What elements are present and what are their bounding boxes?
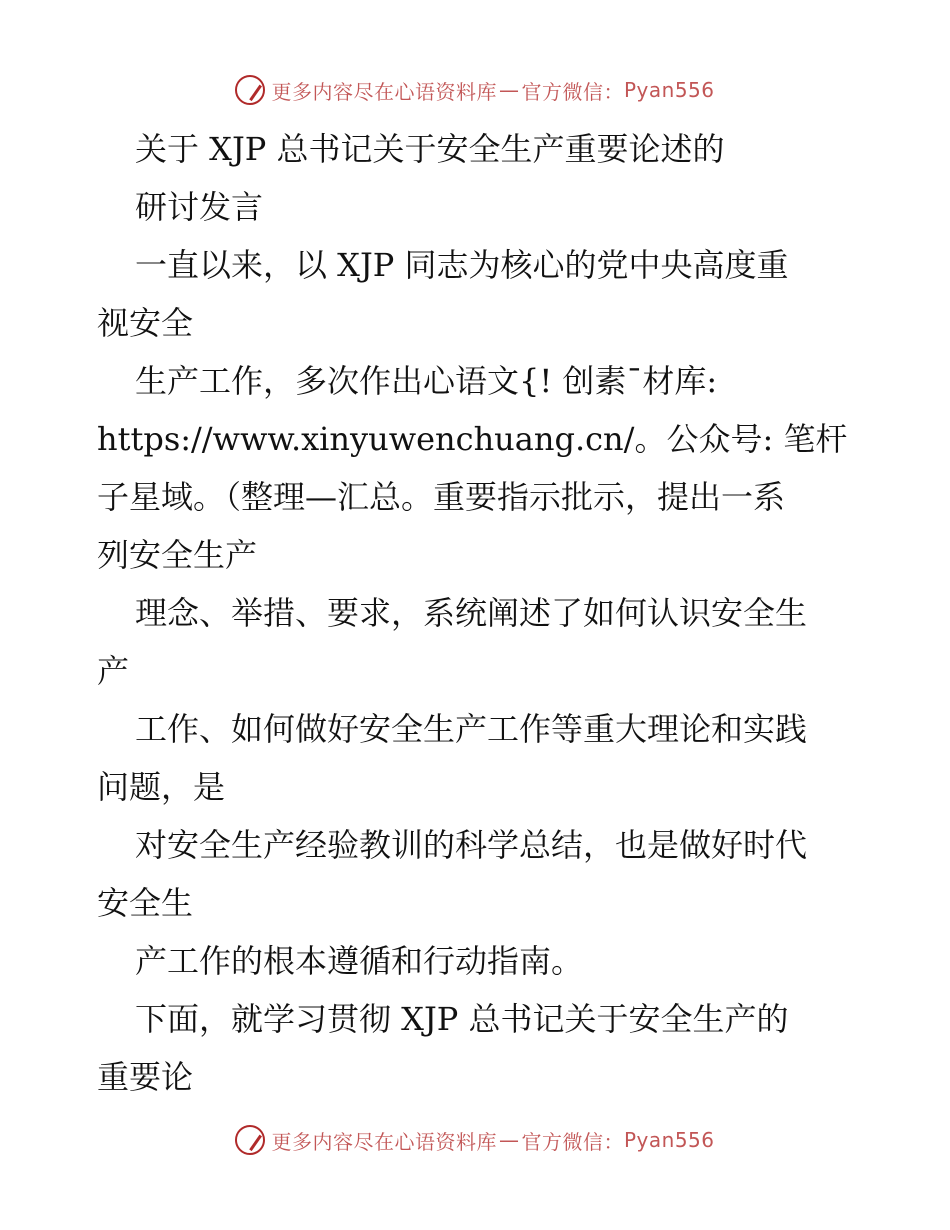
title-line: 关于 XJP 总书记关于安全生产重要论述的 bbox=[135, 130, 725, 168]
body-line: 工作、如何做好安全生产工作等重大理论和实践 bbox=[135, 710, 808, 748]
body-line: 列安全生产 bbox=[97, 536, 258, 574]
body-line: 对安全生产经验教训的科学总结，也是做好时代 bbox=[135, 826, 808, 864]
body-line: https://www.xinyuwenchuang.cn/。公众号: 笔杆 bbox=[97, 420, 848, 458]
watermark-separator: — bbox=[498, 78, 520, 102]
body-line: 重要论 bbox=[97, 1058, 194, 1096]
body-line: 问题，是 bbox=[97, 768, 226, 806]
body-line: 产工作的根本遵循和行动指南。 bbox=[135, 942, 584, 980]
title-line: 研讨发言 bbox=[135, 188, 264, 226]
watermark-wechat-label: 官方微信： bbox=[521, 79, 624, 104]
body-line: 子星域。（整理—汇总。重要指示批示，提出一系 bbox=[97, 478, 786, 516]
watermark-wechat-label: 官方微信： bbox=[521, 1129, 624, 1154]
body-line: 安全生 bbox=[97, 884, 194, 922]
watermark-separator: — bbox=[498, 1128, 520, 1152]
watermark-wechat-id: Pyan556 bbox=[623, 78, 715, 102]
body-line: 产 bbox=[97, 652, 130, 690]
body-line: 视安全 bbox=[97, 304, 194, 342]
body-line: 生产工作，多次作出心语文{! 创素¯材库: bbox=[135, 362, 718, 400]
body-line: 一直以来，以 XJP 同志为核心的党中央高度重 bbox=[135, 246, 789, 284]
header-watermark bbox=[0, 70, 950, 110]
pen-logo-icon bbox=[235, 75, 265, 105]
watermark-text: 更多内容尽在心语资料库 bbox=[271, 1129, 497, 1154]
watermark-wechat-id: Pyan556 bbox=[623, 1128, 715, 1152]
footer-watermark bbox=[0, 1120, 950, 1160]
pen-logo-icon bbox=[235, 1125, 265, 1155]
body-line: 下面，就学习贯彻 XJP 总书记关于安全生产的 bbox=[135, 1000, 789, 1038]
watermark-text: 更多内容尽在心语资料库 bbox=[271, 79, 497, 104]
body-line: 理念、举措、要求，系统阐述了如何认识安全生 bbox=[135, 594, 808, 632]
document-body bbox=[97, 120, 857, 1106]
